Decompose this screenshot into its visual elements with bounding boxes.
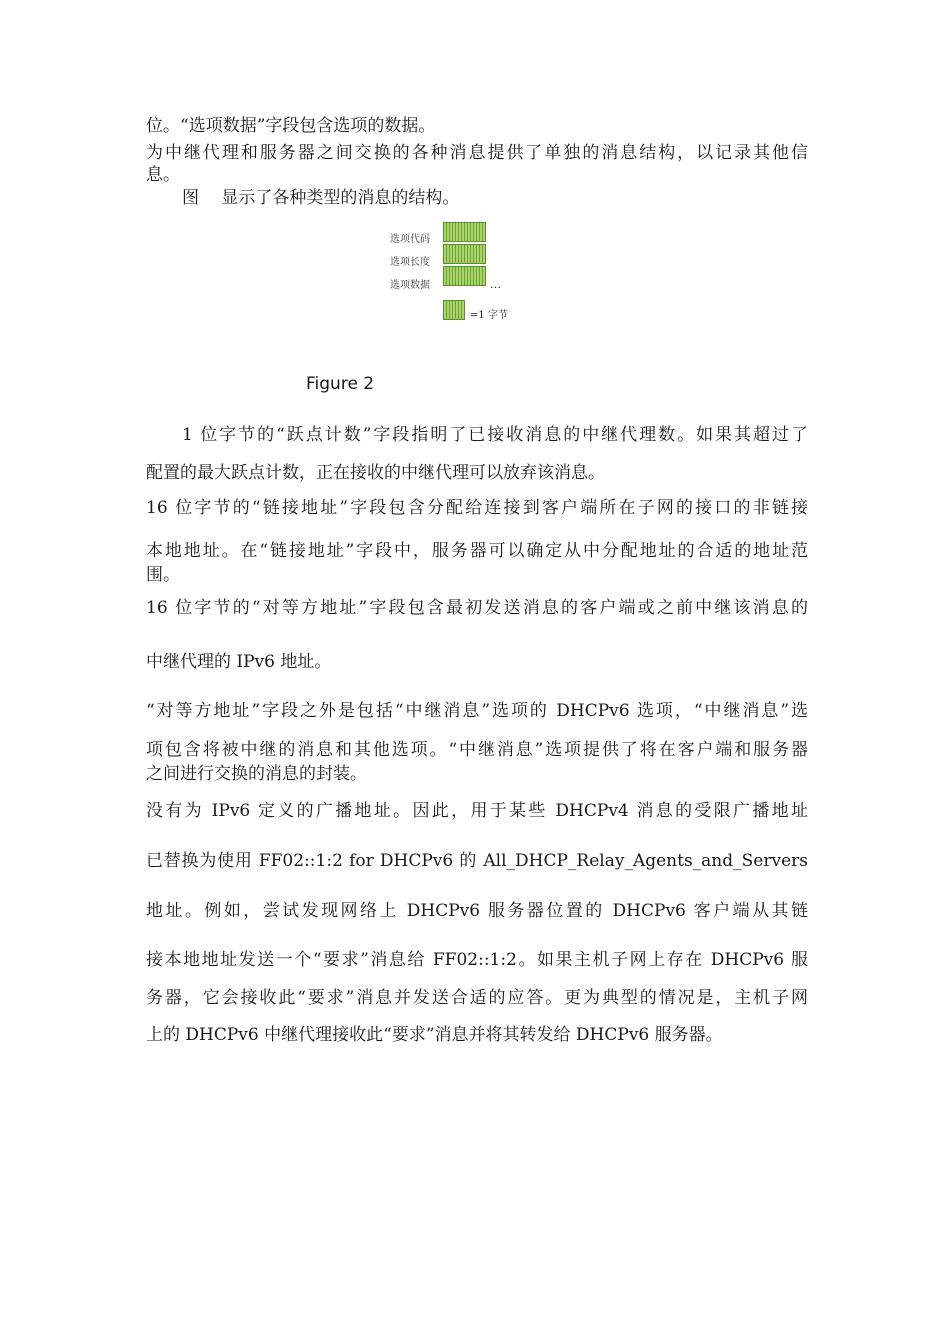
option-structure-figure bbox=[390, 218, 530, 326]
body-line-9: 项包含将被中继的消息和其他选项。“中继消息”选项提供了将在客户端和服务器 bbox=[146, 740, 808, 760]
body-line-10: 之间进行交换的消息的封装。 bbox=[146, 764, 367, 784]
body-line-2: 配置的最大跃点计数，正在接收的中继代理可以放弃该消息。 bbox=[146, 463, 605, 483]
figure-label-option-length: 选项长度 bbox=[390, 257, 430, 268]
figure-ellipsis: … bbox=[490, 278, 502, 291]
figure-caption: Figure 2 bbox=[306, 374, 375, 394]
intro-line-2: 为中继代理和服务器之间交换的各种消息提供了单独的消息结构，以记录其他信 bbox=[146, 143, 808, 163]
figure-byte-box-length bbox=[443, 244, 486, 264]
figure-byte-box-code bbox=[443, 222, 486, 242]
body-line-13: 地址。例如，尝试发现网络上 DHCPv6 服务器位置的 DHCPv6 客户端从其链 bbox=[146, 901, 808, 921]
figure-key-box bbox=[443, 300, 465, 320]
body-line-8: “对等方地址”字段之外是包括“中继消息”选项的 DHCPv6 选项，“中继消息”选 bbox=[146, 701, 808, 721]
figure-label-option-code: 选项代码 bbox=[390, 234, 430, 245]
body-line-6: 16 位字节的“对等方地址”字段包含最初发送消息的客户端或之前中继该消息的 bbox=[146, 598, 808, 618]
intro-line-1: 位。“选项数据”字段包含选项的数据。 bbox=[146, 116, 436, 136]
body-line-7: 中继代理的 IPv6 地址。 bbox=[146, 652, 332, 672]
body-line-12: 已替换为使用 FF02::1:2 for DHCPv6 的 All_DHCP_Relay_Agents_and_Servers bbox=[146, 851, 808, 871]
body-line-16: 上的 DHCPv6 中继代理接收此“要求”消息并将其转发给 DHCPv6 服务器。 bbox=[146, 1025, 723, 1045]
intro-line-4: 图 显示了各种类型的消息的结构。 bbox=[182, 188, 460, 208]
intro-line-3: 息。 bbox=[146, 165, 180, 185]
body-line-5: 围。 bbox=[146, 565, 180, 585]
body-line-3: 16 位字节的“链接地址”字段包含分配给连接到客户端所在子网的接口的非链接 bbox=[146, 498, 808, 518]
body-line-14: 接本地地址发送一个“要求”消息给 FF02::1:2。如果主机子网上存在 DHCPv6 服 bbox=[146, 950, 808, 970]
body-line-1: 1 位字节的“跃点计数”字段指明了已接收消息的中继代理数。如果其超过了 bbox=[182, 425, 808, 445]
body-line-15: 务器，它会接收此“要求”消息并发送合适的应答。更为典型的情况是，主机子网 bbox=[146, 988, 808, 1008]
body-line-11: 没有为 IPv6 定义的广播地址。因此，用于某些 DHCPv4 消息的受限广播地址 bbox=[146, 801, 808, 821]
body-line-4: 本地地址。在“链接地址”字段中，服务器可以确定从中分配地址的合适的地址范 bbox=[146, 541, 808, 561]
figure-label-option-data: 选项数据 bbox=[390, 280, 430, 291]
figure-byte-box-data bbox=[443, 266, 486, 286]
figure-key-label: =1 字节 bbox=[470, 310, 508, 321]
